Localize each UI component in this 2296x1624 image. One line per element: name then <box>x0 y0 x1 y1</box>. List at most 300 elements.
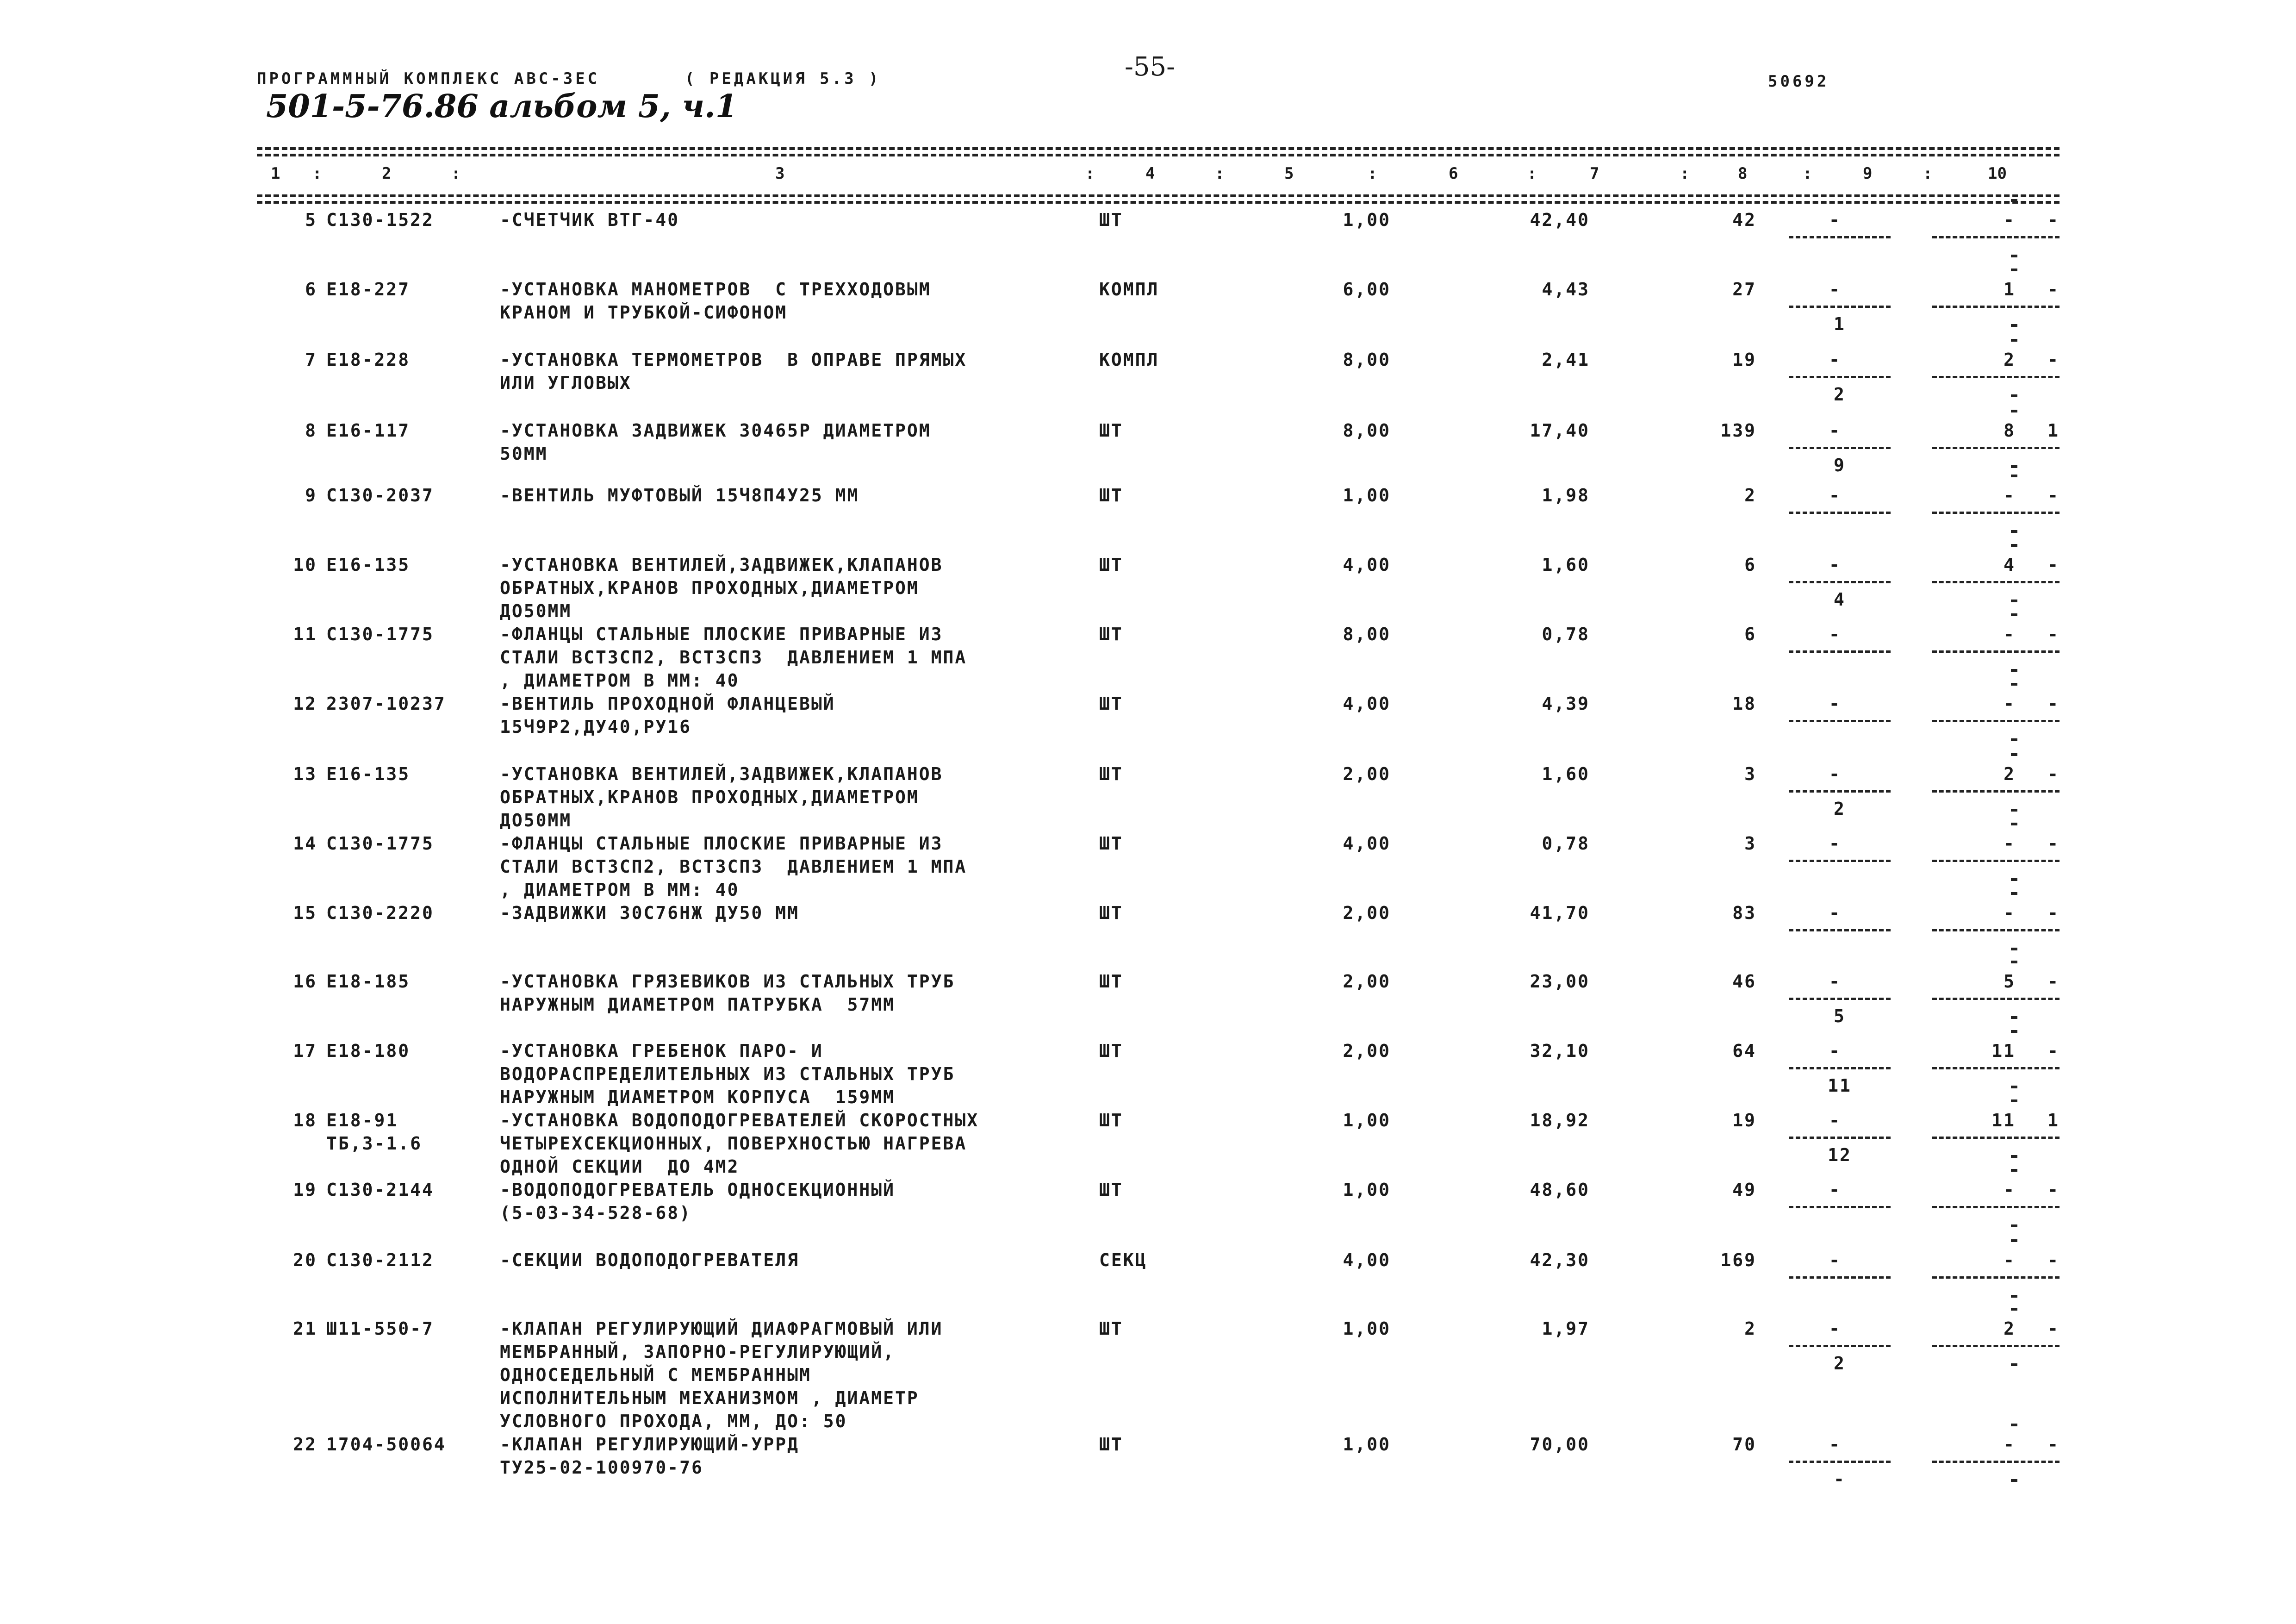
col-10-tick <box>2011 1224 2017 1227</box>
row-total: 2 <box>1744 1318 1756 1339</box>
col-10-divider <box>1932 447 2060 449</box>
row-name: -ЗАДВИЖКИ 30С76НЖ ДУ50 ММ <box>500 903 799 923</box>
row-unit-price: 0,78 <box>1542 833 1590 854</box>
row-quantity: 1,00 <box>1343 485 1391 506</box>
row-col-9: - <box>2004 485 2016 506</box>
row-quantity: 8,00 <box>1343 350 1391 370</box>
table-row <box>257 1109 2060 1178</box>
col-8-divider <box>1789 512 1891 514</box>
row-unit-price: 41,70 <box>1530 903 1590 923</box>
row-total: 6 <box>1744 555 1756 575</box>
row-col-10: - <box>2047 485 2060 506</box>
col-8-divider <box>1789 1206 1891 1208</box>
row-code: С130-2037 <box>326 485 434 506</box>
col-10-divider <box>1932 860 2060 862</box>
row-code: С130-1522 <box>326 210 434 230</box>
col-10-tick <box>2011 1363 2017 1366</box>
row-unit: ШТ <box>1099 485 1123 506</box>
row-name: -УСТАНОВКА ГРЯЗЕВИКОВ ИЗ СТАЛЬНЫХ ТРУБ НАРУЖНЫМ ДИАМЕТРОМ ПАТРУБКА 57ММ <box>500 971 955 1015</box>
col-10-tick <box>2011 410 2017 412</box>
row-col-8: - <box>1829 350 1841 370</box>
row-col-8-sub: 9 <box>1834 455 1846 475</box>
row-name: -ВЕНТИЛЬ МУФТОВЫЙ 15Ч8П4У25 ММ <box>500 485 859 506</box>
col-10-divider <box>1932 512 2060 514</box>
row-col-9: - <box>2004 833 2016 854</box>
row-col-10: - <box>2047 555 2060 575</box>
row-col-8: - <box>1829 833 1841 854</box>
edition-label: ( РЕДАКЦИЯ 5.3 ) <box>685 69 881 88</box>
col-10-divider <box>1932 1137 2060 1139</box>
table-row <box>257 1039 2060 1109</box>
row-unit: КОМПЛ <box>1099 350 1159 370</box>
row-total: 64 <box>1732 1041 1756 1061</box>
row-col-9: 2 <box>2004 350 2016 370</box>
col-10-tick <box>2011 1099 2017 1102</box>
row-col-8: - <box>1829 485 1841 506</box>
col-8: 8 <box>1738 164 1748 183</box>
row-col-8-sub: 2 <box>1834 384 1846 405</box>
row-code: Е18-91 ТБ,3-1.6 <box>326 1110 423 1154</box>
row-number: 7 <box>305 350 317 370</box>
row-col-9: - <box>2004 210 2016 230</box>
col-10-tick <box>2011 683 2017 686</box>
col-10-tick <box>2011 530 2017 533</box>
row-col-8-sub: 1 <box>1834 314 1846 334</box>
row-total: 19 <box>1732 1110 1756 1131</box>
col-10-tick <box>2011 1030 2017 1033</box>
handwritten-note: 501-5-76.86 альбом 5, ч.1 <box>266 88 738 125</box>
col-sep: : <box>1368 164 1377 183</box>
col-8-divider <box>1789 376 1891 378</box>
col-10-divider <box>1932 998 2060 1000</box>
row-total: 139 <box>1720 420 1756 441</box>
row-unit-price: 48,60 <box>1530 1180 1590 1200</box>
col-10-tick <box>2011 465 2017 468</box>
col-10-divider <box>1932 581 2060 583</box>
row-unit: ШТ <box>1099 555 1123 575</box>
row-number: 14 <box>293 833 317 854</box>
row-unit-price: 1,97 <box>1542 1318 1590 1339</box>
row-quantity: 8,00 <box>1343 624 1391 644</box>
col-10-tick <box>2011 961 2017 963</box>
row-total: 42 <box>1732 210 1756 230</box>
document-number: 50692 <box>1768 72 1829 91</box>
row-total: 2 <box>1744 485 1756 506</box>
col-10-divider <box>1932 1206 2060 1208</box>
col-10-tick <box>2011 753 2017 756</box>
row-name: -УСТАНОВКА ЗАДВИЖЕК 30465Р ДИАМЕТРОМ 50ММ <box>500 420 931 464</box>
row-code: Е16-135 <box>326 764 411 784</box>
col-7: 7 <box>1590 164 1599 183</box>
col-10-tick <box>2011 1169 2017 1172</box>
row-number: 20 <box>293 1250 317 1270</box>
col-sep: : <box>1923 164 1933 183</box>
row-number: 15 <box>293 903 317 923</box>
col-10: 10 <box>1988 164 2007 183</box>
col-10-divider <box>1932 790 2060 793</box>
table-row <box>257 208 2060 278</box>
row-col-8-sub: 5 <box>1834 1006 1846 1026</box>
row-number: 19 <box>293 1180 317 1200</box>
row-col-9: - <box>2004 1180 2016 1200</box>
row-unit: ШТ <box>1099 1434 1123 1455</box>
row-unit-price: 1,60 <box>1542 555 1590 575</box>
row-col-10: - <box>2047 971 2060 992</box>
program-title: ПРОГРАММНЫЙ КОМПЛЕКС АВС-ЗЕС <box>257 69 600 88</box>
col-8-divider <box>1789 1276 1891 1279</box>
row-name: -УСТАНОВКА МАНОМЕТРОВ С ТРЕХХОДОВЫМ КРАНОМ И ТРУБКОЙ-СИФОНОМ <box>500 279 931 323</box>
row-quantity: 4,00 <box>1343 1250 1391 1270</box>
row-col-8: - <box>1829 1110 1841 1131</box>
col-8-divider <box>1789 650 1891 653</box>
row-unit-price: 4,43 <box>1542 279 1590 300</box>
col-sep: : <box>1527 164 1537 183</box>
row-total: 83 <box>1732 903 1756 923</box>
row-col-10: - <box>2047 764 2060 784</box>
row-col-10: - <box>2047 210 2060 230</box>
row-col-8: - <box>1829 279 1841 300</box>
row-unit-price: 4,39 <box>1542 693 1590 714</box>
row-unit-price: 2,41 <box>1542 350 1590 370</box>
table-row <box>257 419 2060 488</box>
row-col-8-sub: 2 <box>1834 799 1846 819</box>
col-8-divider <box>1789 306 1891 308</box>
col-10-tick <box>2011 823 2017 825</box>
table-row <box>257 278 2060 347</box>
row-col-10: - <box>2047 1318 2060 1339</box>
row-col-10: 1 <box>2047 1110 2060 1131</box>
row-col-10: 1 <box>2047 420 2060 441</box>
col-10-tick <box>2011 1155 2017 1158</box>
col-4: 4 <box>1145 164 1155 183</box>
col-2: 2 <box>382 164 392 183</box>
page-number: -55- <box>1125 52 1176 82</box>
col-10-tick <box>2011 1086 2017 1088</box>
row-code: С130-2144 <box>326 1180 434 1200</box>
row-col-9: 1 <box>2004 279 2016 300</box>
col-sep: : <box>1803 164 1812 183</box>
table-row <box>257 1433 2060 1502</box>
row-name: -ВОДОПОДОГРЕВАТЕЛЬ ОДНОСЕКЦИОННЫЙ (5-03-34-528-68) <box>500 1180 895 1223</box>
col-10-tick <box>2011 324 2017 327</box>
header-bottom-rule-2 <box>257 201 2060 204</box>
row-col-8-sub: - <box>1834 1469 1846 1489</box>
col-10-tick <box>2011 255 2017 257</box>
row-unit: ШТ <box>1099 971 1123 992</box>
col-10-divider <box>1932 720 2060 722</box>
row-unit-price: 1,98 <box>1542 485 1590 506</box>
row-total: 49 <box>1732 1180 1756 1200</box>
row-col-8-sub: 4 <box>1834 589 1846 610</box>
row-col-8: - <box>1829 693 1841 714</box>
row-total: 6 <box>1744 624 1756 644</box>
row-name: -УСТАНОВКА ВЕНТИЛЕЙ,ЗАДВИЖЕК,КЛАПАНОВ ОБРАТНЫХ,КРАНОВ ПРОХОДНЫХ,ДИАМЕТРОМ ДО50ММ <box>500 764 943 831</box>
row-col-8: - <box>1829 1434 1841 1455</box>
table-row <box>257 553 2060 623</box>
row-unit-price: 23,00 <box>1530 971 1590 992</box>
col-10-divider <box>1932 236 2060 238</box>
row-name: -КЛАПАН РЕГУЛИРУЮЩИЙ-УРРД ТУ25-02-100970-76 <box>500 1434 799 1478</box>
row-total: 169 <box>1720 1250 1756 1270</box>
row-unit: ШТ <box>1099 1110 1123 1131</box>
row-code: Е18-227 <box>326 279 411 300</box>
col-3: 3 <box>775 164 785 183</box>
row-quantity: 1,00 <box>1343 1110 1391 1131</box>
row-unit-price: 70,00 <box>1530 1434 1590 1455</box>
row-quantity: 4,00 <box>1343 555 1391 575</box>
row-col-10: - <box>2047 1250 2060 1270</box>
row-quantity: 4,00 <box>1343 833 1391 854</box>
row-col-8-sub: 11 <box>1828 1075 1852 1096</box>
col-10-divider <box>1932 650 2060 653</box>
row-number: 9 <box>305 485 317 506</box>
table-row <box>257 348 2060 418</box>
row-col-10: - <box>2047 350 2060 370</box>
row-col-8: - <box>1829 1041 1841 1061</box>
row-col-10: - <box>2047 833 2060 854</box>
row-unit: ШТ <box>1099 903 1123 923</box>
row-total: 3 <box>1744 764 1756 784</box>
col-10-divider <box>1932 306 2060 308</box>
row-name: -УСТАНОВКА ВОДОПОДОГРЕВАТЕЛЕЙ СКОРОСТНЫХ ЧЕТЫРЕХСЕКЦИОННЫХ, ПОВЕРХНОСТЬЮ НАГРЕВА ОДНОЙ СЕКЦИИ ДО 4М2 <box>500 1110 979 1177</box>
row-unit: ШТ <box>1099 420 1123 441</box>
row-code: Е16-117 <box>326 420 411 441</box>
col-sep: : <box>1680 164 1690 183</box>
row-unit-price: 32,10 <box>1530 1041 1590 1061</box>
col-8-divider <box>1789 929 1891 931</box>
column-header-row <box>257 164 2060 187</box>
row-number: 12 <box>293 693 317 714</box>
row-name: -СЧЕТЧИК ВТГ-40 <box>500 210 680 230</box>
row-col-8: - <box>1829 624 1841 644</box>
row-total: 27 <box>1732 279 1756 300</box>
col-sep: : <box>1215 164 1225 183</box>
col-10-divider <box>1932 1345 2060 1347</box>
row-total: 18 <box>1732 693 1756 714</box>
row-col-9: 11 <box>1991 1041 2016 1061</box>
col-10-tick <box>2011 878 2017 881</box>
row-unit-price: 0,78 <box>1542 624 1590 644</box>
row-quantity: 4,00 <box>1343 693 1391 714</box>
col-10-tick <box>2011 339 2017 342</box>
row-unit: ШТ <box>1099 624 1123 644</box>
col-10-tick <box>2011 613 2017 616</box>
row-col-8: - <box>1829 971 1841 992</box>
row-total: 19 <box>1732 350 1756 370</box>
table-row <box>257 970 2060 1039</box>
col-10-tick <box>2011 669 2017 672</box>
row-number: 10 <box>293 555 317 575</box>
table-top-rule <box>257 147 2060 150</box>
col-8-divider <box>1789 998 1891 1000</box>
row-col-10: - <box>2047 1434 2060 1455</box>
row-name: -УСТАНОВКА ТЕРМОМЕТРОВ В ОПРАВЕ ПРЯМЫХ ИЛИ УГЛОВЫХ <box>500 350 967 393</box>
row-number: 17 <box>293 1041 317 1061</box>
col-10-tick <box>2011 394 2017 397</box>
row-col-8: - <box>1829 1318 1841 1339</box>
row-col-9: 2 <box>2004 764 2016 784</box>
col-10-tick <box>2011 269 2017 271</box>
row-code: С130-2220 <box>326 903 434 923</box>
col-10-tick <box>2011 1016 2017 1019</box>
row-name: -УСТАНОВКА ГРЕБЕНОК ПАРО- И ВОДОРАСПРЕДЕЛИТЕЛЬНЫХ ИЗ СТАЛЬНЫХ ТРУБ НАРУЖНЫМ ДИАМЕТРОМ КОРПУСА 159ММ <box>500 1041 955 1107</box>
row-col-8: - <box>1829 420 1841 441</box>
row-quantity: 1,00 <box>1343 1318 1391 1339</box>
table-row <box>257 484 2060 553</box>
row-unit: ШТ <box>1099 764 1123 784</box>
col-8-divider <box>1789 447 1891 449</box>
row-col-8: - <box>1829 210 1841 230</box>
col-8-divider <box>1789 1461 1891 1463</box>
row-col-8-sub: 12 <box>1828 1145 1852 1165</box>
row-quantity: 8,00 <box>1343 420 1391 441</box>
row-unit: ШТ <box>1099 1318 1123 1339</box>
col-10-tick <box>2011 892 2017 895</box>
row-code: Е18-180 <box>326 1041 411 1061</box>
row-col-10: - <box>2047 279 2060 300</box>
row-col-9: 2 <box>2004 1318 2016 1339</box>
row-unit: ШТ <box>1099 210 1123 230</box>
col-10-tick <box>2011 544 2017 547</box>
row-col-10: - <box>2047 693 2060 714</box>
row-quantity: 1,00 <box>1343 1434 1391 1455</box>
table-row <box>257 692 2060 762</box>
row-quantity: 2,00 <box>1343 764 1391 784</box>
row-code: С130-1775 <box>326 833 434 854</box>
row-col-9: - <box>2004 624 2016 644</box>
row-col-9: 11 <box>1991 1110 2016 1131</box>
table-row <box>257 832 2060 901</box>
col-10-tick <box>2011 600 2017 602</box>
row-quantity: 6,00 <box>1343 279 1391 300</box>
row-unit-price: 18,92 <box>1530 1110 1590 1131</box>
row-name: -КЛАПАН РЕГУЛИРУЮЩИЙ ДИАФРАГМОВЫЙ ИЛИ МЕМБРАННЫЙ, ЗАПОРНО-РЕГУЛИРУЮЩИЙ, ОДНОСЕДЕЛЬНЫЙ С МЕМБРАННЫМ ИСПОЛНИТЕЛЬНЫМ МЕХАНИЗМОМ , ДИАМЕТР УСЛОВНОГО ПРОХОДА, ММ, ДО: 50 <box>500 1318 943 1431</box>
table-row <box>257 623 2060 692</box>
col-10-tick <box>2011 1295 2017 1298</box>
row-quantity: 2,00 <box>1343 971 1391 992</box>
col-10-divider <box>1932 929 2060 931</box>
col-sep: : <box>312 164 322 183</box>
col-10-tick <box>2011 1239 2017 1242</box>
row-col-9: - <box>2004 693 2016 714</box>
col-10-divider <box>1932 1067 2060 1069</box>
row-col-9: - <box>2004 903 2016 923</box>
row-col-8: - <box>1829 903 1841 923</box>
row-number: 16 <box>293 971 317 992</box>
col-10-tick <box>2011 1308 2017 1311</box>
row-code: Е18-228 <box>326 350 411 370</box>
row-col-8: - <box>1829 1180 1841 1200</box>
row-col-8: - <box>1829 1250 1841 1270</box>
row-code: Е18-185 <box>326 971 411 992</box>
row-name: -УСТАНОВКА ВЕНТИЛЕЙ,ЗАДВИЖЕК,КЛАПАНОВ ОБРАТНЫХ,КРАНОВ ПРОХОДНЫХ,ДИАМЕТРОМ ДО50ММ <box>500 555 943 621</box>
row-number: 6 <box>305 279 317 300</box>
col-10-tick <box>2011 199 2017 202</box>
row-unit: КОМПЛ <box>1099 279 1159 300</box>
col-8-divider <box>1789 1067 1891 1069</box>
col-6: 6 <box>1449 164 1458 183</box>
row-unit: СЕКЦ <box>1099 1250 1147 1270</box>
col-8-divider <box>1789 720 1891 722</box>
row-col-8: - <box>1829 764 1841 784</box>
row-col-10: - <box>2047 1041 2060 1061</box>
row-number: 21 <box>293 1318 317 1339</box>
table-row <box>257 1317 2060 1431</box>
row-name: -ФЛАНЦЫ СТАЛЬНЫЕ ПЛОСКИЕ ПРИВАРНЫЕ ИЗ СТАЛИ ВСТЗСП2, ВСТЗСП3 ДАВЛЕНИЕМ 1 МПА , ДИАМЕТРОМ В ММ: 40 <box>500 833 967 900</box>
row-number: 5 <box>305 210 317 230</box>
row-code: С130-2112 <box>326 1250 434 1270</box>
row-quantity: 1,00 <box>1343 1180 1391 1200</box>
row-code: Ш11-550-7 <box>326 1318 434 1339</box>
col-9: 9 <box>1863 164 1873 183</box>
row-number: 11 <box>293 624 317 644</box>
row-col-10: - <box>2047 624 2060 644</box>
col-10-divider <box>1932 1276 2060 1279</box>
row-col-10: - <box>2047 1180 2060 1200</box>
col-8-divider <box>1789 1137 1891 1139</box>
header-bottom-rule <box>257 194 2060 197</box>
row-col-8: - <box>1829 555 1841 575</box>
table-row <box>257 1178 2060 1248</box>
row-name: -ВЕНТИЛЬ ПРОХОДНОЙ ФЛАНЦЕВЫЙ 15Ч9Р2,ДУ40,РУ16 <box>500 693 835 737</box>
row-unit-price: 1,60 <box>1542 764 1590 784</box>
col-10-tick <box>2011 1479 2017 1482</box>
table-row <box>257 762 2060 832</box>
row-code: 2307-10237 <box>326 693 446 714</box>
row-col-8-sub: 2 <box>1834 1353 1846 1374</box>
row-col-9: 8 <box>2004 420 2016 441</box>
col-8-divider <box>1789 860 1891 862</box>
row-number: 8 <box>305 420 317 441</box>
table-top-rule-2 <box>257 154 2060 156</box>
col-8-divider <box>1789 236 1891 238</box>
row-quantity: 2,00 <box>1343 903 1391 923</box>
col-10-tick <box>2011 738 2017 741</box>
row-unit-price: 17,40 <box>1530 420 1590 441</box>
row-unit: ШТ <box>1099 1041 1123 1061</box>
row-number: 22 <box>293 1434 317 1455</box>
row-col-10: - <box>2047 903 2060 923</box>
row-col-9: 5 <box>2004 971 2016 992</box>
col-sep: : <box>1085 164 1095 183</box>
col-10-tick <box>2011 809 2017 812</box>
row-unit-price: 42,30 <box>1530 1250 1590 1270</box>
col-8-divider <box>1789 790 1891 793</box>
row-total: 46 <box>1732 971 1756 992</box>
row-unit: ШТ <box>1099 693 1123 714</box>
col-5: 5 <box>1284 164 1294 183</box>
row-number: 13 <box>293 764 317 784</box>
row-unit: ШТ <box>1099 1180 1123 1200</box>
row-code: С130-1775 <box>326 624 434 644</box>
row-total: 70 <box>1732 1434 1756 1455</box>
col-10-divider <box>1932 376 2060 378</box>
row-name: -СЕКЦИИ ВОДОПОДОГРЕВАТЕЛЯ <box>500 1250 799 1270</box>
row-unit: ШТ <box>1099 833 1123 854</box>
row-total: 3 <box>1744 833 1756 854</box>
row-code: Е16-135 <box>326 555 411 575</box>
col-10-divider <box>1932 1461 2060 1463</box>
col-10-tick <box>2011 1424 2017 1426</box>
col-1: 1 <box>271 164 280 183</box>
row-unit-price: 42,40 <box>1530 210 1590 230</box>
row-quantity: 2,00 <box>1343 1041 1391 1061</box>
row-col-9: 4 <box>2004 555 2016 575</box>
col-8-divider <box>1789 1345 1891 1347</box>
row-name: -ФЛАНЦЫ СТАЛЬНЫЕ ПЛОСКИЕ ПРИВАРНЫЕ ИЗ СТАЛИ ВСТЗСП2, ВСТЗСП3 ДАВЛЕНИЕМ 1 МПА , ДИАМЕТРОМ В ММ: 40 <box>500 624 967 691</box>
table-row <box>257 901 2060 971</box>
table-row <box>257 1249 2060 1318</box>
